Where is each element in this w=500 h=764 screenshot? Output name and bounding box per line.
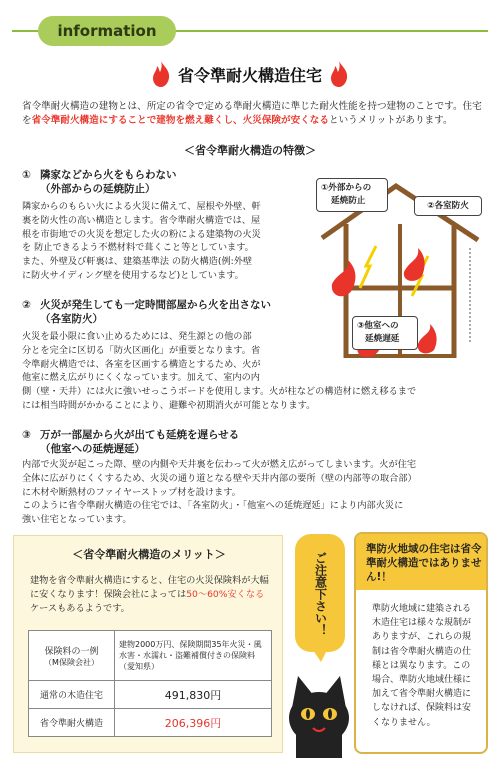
- section-title: 火災が発生しても一定時間部屋から火を出さない: [40, 299, 271, 311]
- table-row: [29, 709, 272, 737]
- section-1-body: [22, 200, 312, 283]
- label-spread-delay: [352, 316, 418, 350]
- caution-text: ご注意下さい！: [313, 552, 328, 636]
- merit-text: ケースもあるようです。: [30, 603, 130, 614]
- text-line: 火災を最小限に食い止めるためには、発生源との他の部: [22, 331, 252, 342]
- text-line: 根を市街地での火災を想定した火の粉による建築物の火災: [22, 228, 261, 240]
- merit-text: 建物を省令準耐火構造にすると、住宅の火災保険料が大幅に安くなります！保険会社によっては: [30, 575, 269, 600]
- row-amount: 491,830円: [115, 681, 272, 709]
- text-line: 側（壁・天井）には火に強いせっこうボードを使用します。火が柱などの構造材に燃え移るまで: [22, 386, 417, 398]
- head-label: 保険料の一例: [44, 646, 99, 657]
- row-label: 省令準耐火構造: [29, 709, 115, 737]
- merit-highlight: 50〜60%安くなる: [186, 589, 265, 600]
- row-label: 通常の木造住宅: [29, 681, 115, 709]
- text-line: 裏を防火性の高い構造とします。省令準耐火構造では、屋: [22, 214, 261, 226]
- section-subtitle: （各室防火）: [40, 313, 103, 325]
- section-3-body: [22, 458, 484, 527]
- intro-text-2: というメリットがあります。: [329, 115, 453, 126]
- section-title: 隣家などから火をもらわない: [40, 169, 177, 181]
- text-line: を 防止できるよう不燃材料で葺くこと等としています。: [22, 242, 254, 254]
- text-line: 隣家からのもらい火による火災に備えて、屋根や外壁、軒: [22, 201, 261, 212]
- information-tab: [12, 16, 488, 46]
- table-row: [29, 631, 272, 681]
- premium-table: [28, 630, 272, 737]
- section-subtitle: （外部からの延焼防止）: [40, 183, 156, 195]
- table-row: [29, 681, 272, 709]
- information-label: information: [38, 16, 176, 46]
- title-row: [0, 58, 500, 90]
- text-line: 内部で火災が起こった際、壁の内側や天井裏を伝わって火が燃え広がってしまいます。火が住宅: [22, 459, 417, 470]
- label-text: ③他室への: [357, 321, 399, 331]
- intro-highlight: 省令準耐火構造にすることで建物を燃え難くし、火災保険が安くなる: [31, 115, 329, 126]
- label-text: ①外部からの: [321, 183, 372, 193]
- section-number: ③: [22, 429, 31, 441]
- section-number: ②: [22, 299, 31, 311]
- intro-paragraph: [22, 100, 482, 128]
- text-line: 全体に広がりにくくするため、火災の通り道となる壁や天井内部の要所（壁の内部等の取合部）: [22, 472, 417, 484]
- flame-icon: [150, 60, 172, 88]
- text-line: には相当時間がかかることにより、避難や初期消火が可能となります。: [22, 399, 316, 411]
- text-line: 強い住宅となっています。: [22, 514, 132, 526]
- flame-icon: [328, 60, 350, 88]
- note-body: 準防火地域に建築される木造住宅は様々な規制がありますが、これらの規制は省令準耐火構造の仕様とは異なります。この場合、準防火地域仕様に加えて省令準耐火構造にしなければ、保険料は安くなりません。: [372, 604, 472, 728]
- caution-bubble: [293, 532, 347, 662]
- section-title: 万が一部屋から火が出ても延焼を遅らせる: [40, 429, 240, 441]
- head-note: 建物2000万円、保険期間35年火災・風水害・水濡れ・盗難補償付きの保険料（愛知県）: [115, 631, 272, 681]
- text-line: 令準耐火構造では、各室を区画する構造とするため、火が: [22, 358, 261, 370]
- note-title: 準防火地域の住宅は省令準耐火構造ではありません!！: [356, 534, 486, 590]
- label-text: 延焼防止: [331, 196, 366, 206]
- row-amount: 206,396円: [115, 709, 272, 737]
- text-line: に防火サイディング壁を使用するなど)としています。: [22, 269, 244, 281]
- label-text: 延焼遅延: [365, 334, 400, 344]
- page-title: 省令準耐火構造住宅: [177, 65, 322, 85]
- merit-box: [13, 535, 283, 753]
- text-line: また、外壁及び軒裏は、建築基準法 の防火構造(例:外壁: [22, 256, 253, 268]
- table-cell: [29, 631, 115, 681]
- merit-title: ＜省令準耐火構造のメリット＞: [72, 548, 226, 561]
- house-diagram: [308, 168, 488, 363]
- text-line: 分とを完全に区切る「防火区画化」が重要となります。省: [22, 344, 261, 356]
- label-room-fire: ②各室防火: [414, 196, 482, 216]
- merit-body: [30, 574, 270, 616]
- head-label-2: （M保険会社）: [44, 657, 99, 667]
- section-subtitle: （他室への延焼遅延）: [40, 443, 145, 455]
- features-heading: ＜省令準耐火構造の特徴＞: [184, 144, 316, 157]
- section-3-heading: [22, 428, 239, 456]
- section-2-heading: [22, 298, 271, 326]
- text-line: 他室に燃え広がりにくくなっています。加えて、室内の内: [22, 372, 260, 384]
- section-1-heading: [22, 168, 177, 196]
- label-external-fire: [316, 178, 388, 212]
- intro-text-1: 省令準耐火構造の建物とは、所定の省令で定める準耐火構造に準じた耐火性能を持つ建物のことです。住宅を: [22, 101, 482, 126]
- text-line: に木材や断熱材のファイヤーストップ材を設けます。: [22, 486, 241, 498]
- black-cat-illustration: [284, 668, 354, 758]
- section-number: ①: [22, 169, 31, 181]
- note-box: [354, 532, 488, 754]
- text-line: このように省令準耐火構造の住宅では、「各室防火」・「他室への延焼遅延」により内部火災に: [22, 500, 404, 512]
